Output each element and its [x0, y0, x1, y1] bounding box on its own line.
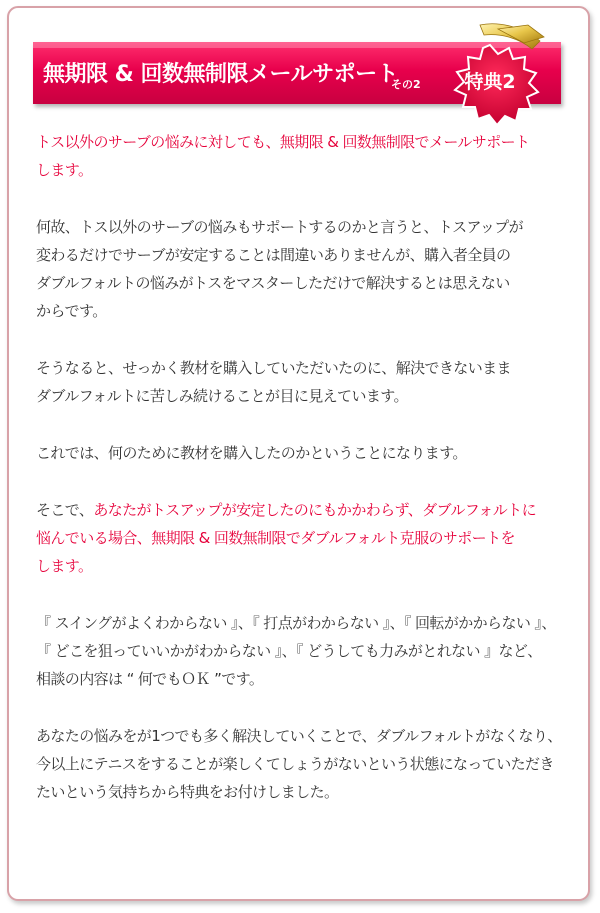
paragraph-1: トス以外のサーブの悩みに対しても、無期限 & 回数無制限でメールサポート します。 [36, 133, 530, 179]
banner-title: 無期限 & 回数無制限メールサポート [43, 62, 399, 87]
paragraph-2: 何故、トス以外のサーブの悩みもサポートするのかと言うと、トスアップが 変わるだけでサーブが安定することは間違いありませんが、購入者全員の ダブルフォルトの悩みがトスをマスターしただけで解決するとは思えない からです。 [36, 218, 524, 320]
paragraph-5-highlight: あなたがトスアップが安定したのにもかかわらず、ダブルフォルトに 悩んでいる場合、無期限 & 回数無制限でダブルフォルト克服のサポートを します。 [36, 501, 536, 575]
body-text [36, 128, 571, 835]
banner-subtitle: その2 [391, 78, 421, 91]
paragraph-3: そうなると、せっかく教材を購入していただいたのに、解決できないまま ダブルフォルトに苦しみ続けることが目に見えています。 [36, 359, 511, 405]
paragraph-5-lead: そこで、 [36, 501, 94, 519]
bonus-badge [428, 21, 552, 131]
paragraph-4: これでは、何のために教材を購入したのかということになります。 [36, 444, 467, 462]
paragraph-5 [36, 496, 571, 580]
paragraph-7: あなたの悩みをが1つでも多く解決していくことで、ダブルフォルトがなくなり、 今以上にテニスをすることが楽しくてしょうがないという状態になっていただき たいという気持ちから特典をお付けしました。 [36, 727, 562, 801]
badge-label: 特典2 [464, 71, 516, 93]
paragraph-6: 『 スイングがよくわからない 』、『 打点がわからない 』、『 回転がかからない 』、 『 どこを狙っていいかがわからない 』、『 どうしても力みがとれない 』など、 相談の内容は “ 何でもＯＫ ”です。 [36, 614, 556, 688]
